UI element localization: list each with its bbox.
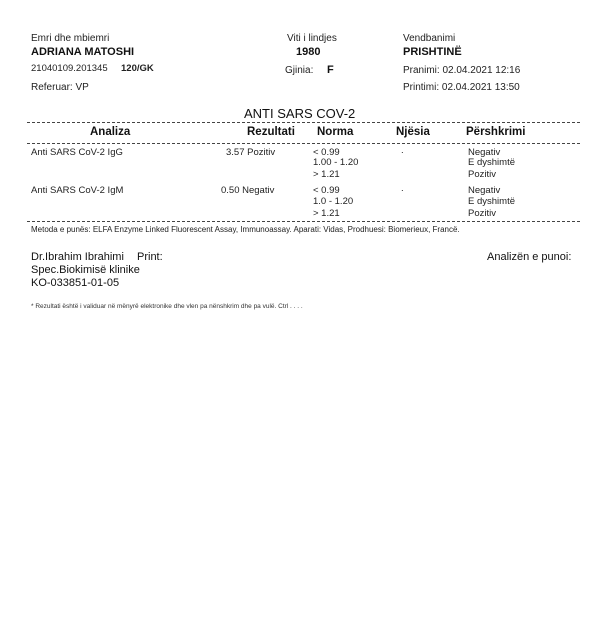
birth-year: 1980	[296, 46, 321, 58]
divider-header	[27, 143, 580, 144]
gender: F	[327, 64, 334, 76]
description-text: Negativ	[468, 147, 501, 158]
norm-range: < 0.99	[313, 147, 340, 158]
description-text: Negativ	[468, 185, 501, 196]
analyzed-by-label: Analizën e punoi:	[487, 251, 572, 263]
unit-value: .	[401, 145, 404, 156]
header-norm: Norma	[317, 126, 354, 138]
header-unit: Njësia	[396, 126, 430, 138]
unit-value: .	[401, 183, 404, 194]
norm-range: 1.0 - 1.20	[313, 196, 354, 207]
referred-by: Referuar: VP	[31, 82, 89, 93]
header-result: Rezultati	[247, 126, 295, 138]
norm-range: > 1.21	[313, 208, 340, 219]
description-text: E dyshimtë	[468, 196, 515, 207]
patient-code: 120/GK	[121, 63, 154, 74]
header-description: Përshkrimi	[466, 126, 526, 138]
analysis-name: Anti SARS CoV-2 IgM	[31, 185, 124, 196]
description-text: Pozitiv	[468, 208, 496, 219]
report-title: ANTI SARS COV-2	[244, 106, 356, 121]
residence-label: Vendbanimi	[403, 33, 456, 44]
norm-range: 1.00 - 1.20	[313, 157, 359, 168]
description-text: Pozitiv	[468, 169, 496, 180]
divider-top	[27, 122, 580, 123]
doctor-specialty: Spec.Biokimisë klinike	[31, 264, 140, 276]
birth-year-label: Viti i lindjes	[287, 33, 337, 44]
print-label: Print:	[137, 251, 163, 263]
printed-date: Printimi: 02.04.2021 13:50	[403, 82, 520, 93]
divider-bottom	[27, 221, 580, 222]
name-label: Emri dhe mbiemri	[31, 33, 110, 44]
license-number: KO-033851-01-05	[31, 277, 120, 289]
patient-id: 21040109.201345	[31, 63, 108, 74]
norm-range: < 0.99	[313, 185, 340, 196]
doctor-name: Dr.Ibrahim Ibrahimi	[31, 251, 124, 263]
patient-name: ADRIANA MATOSHI	[31, 46, 135, 58]
analysis-name: Anti SARS CoV-2 IgG	[31, 147, 123, 158]
norm-range: > 1.21	[313, 169, 340, 180]
residence: PRISHTINË	[403, 46, 462, 58]
gender-label: Gjinia:	[285, 65, 314, 76]
validation-note: * Rezultati është i validuar në mënyrë elektronike dhe vlen pa nënshkrim dhe pa vulë. Ctrl . . . .	[31, 303, 303, 310]
result-value: 0.50 Negativ	[221, 185, 275, 196]
header-analysis: Analiza	[90, 126, 131, 138]
description-text: E dyshimtë	[468, 157, 515, 168]
received-date: Pranimi: 02.04.2021 12:16	[403, 65, 521, 76]
result-value: 3.57 Pozitiv	[226, 147, 276, 158]
method-text: Metoda e punës: ELFA Enzyme Linked Fluorescent Assay, Immunoassay. Aparati: Vidas, Prodhuesi: Biomerieux, Francë.	[31, 225, 460, 234]
